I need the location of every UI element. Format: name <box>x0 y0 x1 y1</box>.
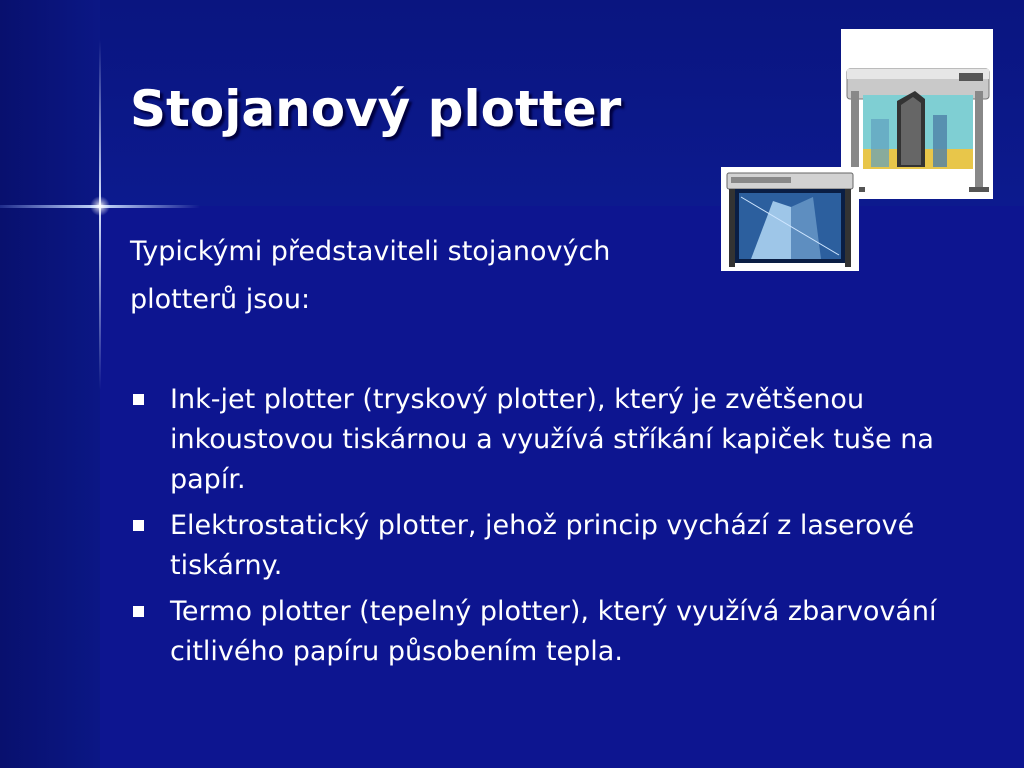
bullet-item <box>130 380 960 500</box>
bullet-item <box>130 592 960 672</box>
plotter-illustration <box>721 167 859 271</box>
plotter-photo <box>841 29 993 199</box>
bullet-text: Termo plotter (tepelný plotter), který využívá zbarvování citlivého papíru působením tepla. <box>170 596 937 667</box>
bullet-text: Ink-jet plotter (tryskový plotter), který je zvětšenou inkoustovou tiskárnou a využívá stříkání kapiček tuše na papír. <box>170 384 934 495</box>
intro-line: Typickými představiteli stojanových <box>130 236 611 267</box>
intro-text <box>130 228 610 324</box>
sparkle-icon <box>90 196 110 216</box>
plotter-photo <box>721 167 859 271</box>
left-band <box>0 0 100 768</box>
bullet-square-icon <box>133 520 144 531</box>
plotter-illustration <box>841 29 993 199</box>
bullet-item <box>130 506 960 586</box>
bullet-list <box>130 380 960 678</box>
slide-title: Stojanový plotter <box>130 80 622 138</box>
bullet-square-icon <box>133 394 144 405</box>
intro-line: plotterů jsou: <box>130 284 311 315</box>
bullet-square-icon <box>133 606 144 617</box>
bullet-text: Elektrostatický plotter, jehož princip vychází z laserové tiskárny. <box>170 510 915 581</box>
